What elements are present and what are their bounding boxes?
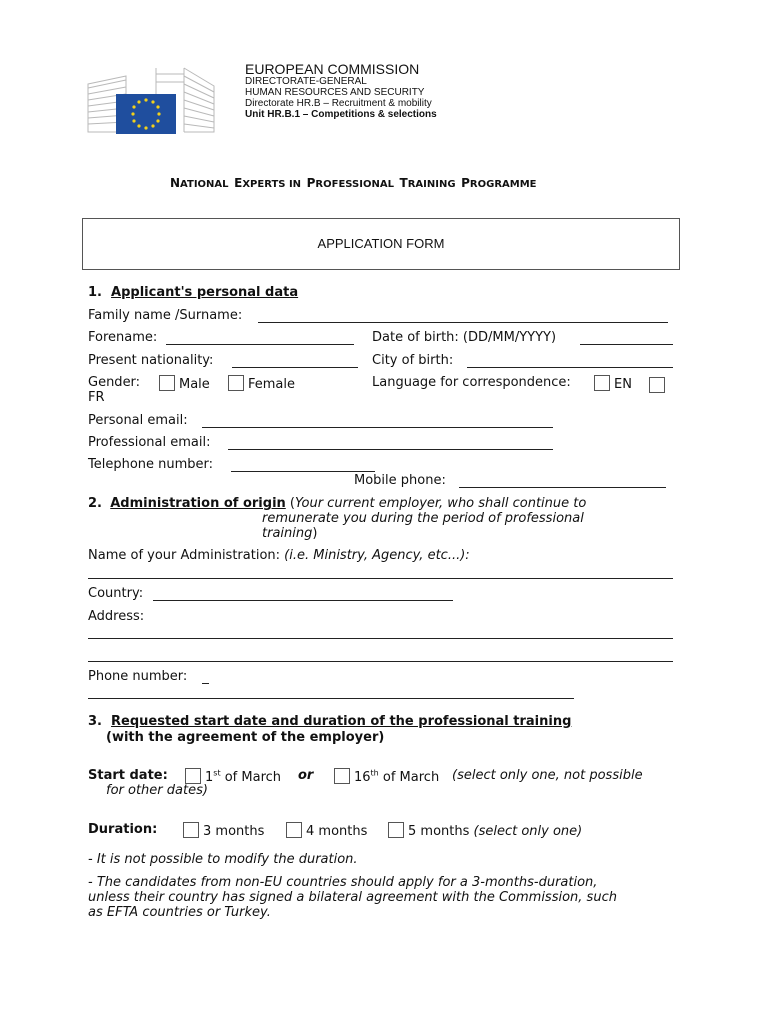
start-date-label: Start date: — [88, 768, 168, 783]
family-name-field[interactable] — [258, 322, 668, 323]
note-non-eu-line3: as EFTA countries or Turkey. — [88, 905, 271, 920]
telephone-field[interactable] — [231, 471, 375, 472]
country-field[interactable] — [153, 600, 453, 601]
personal-email-label: Personal email: — [88, 413, 188, 428]
duration-5-months-option[interactable]: 5 months (select only one) — [388, 822, 582, 839]
start-date-option-2[interactable]: 16th of March — [334, 768, 439, 785]
telephone-label: Telephone number: — [88, 457, 214, 472]
administration-name-field[interactable] — [88, 578, 673, 579]
section1-heading: 1. Applicant's personal data — [88, 285, 299, 300]
section2-heading: 2. Administration of origin (Your current employer, who shall continue to — [88, 496, 587, 511]
language-fr-label: FR — [88, 390, 105, 405]
phone-label: Phone number: — [88, 669, 188, 684]
duration-3-months-option[interactable]: 3 months — [183, 822, 264, 839]
language-en-option[interactable]: EN — [594, 375, 632, 392]
female-checkbox[interactable] — [228, 375, 244, 391]
nationality-field[interactable] — [232, 367, 358, 368]
org-name: EUROPEAN COMMISSION — [245, 61, 420, 77]
forename-label: Forename: — [88, 330, 158, 345]
personal-email-field[interactable] — [202, 427, 553, 428]
form-title: APPLICATION FORM — [317, 236, 445, 251]
programme-title: NATIONAL EXPERTS IN PROFESSIONAL TRAINING PROGRAMME — [170, 176, 537, 190]
duration-label: Duration: — [88, 822, 158, 837]
start-1st-march-checkbox[interactable] — [185, 768, 201, 784]
directorate-line: Directorate HR.B – Recruitment & mobility — [245, 98, 432, 109]
address-label: Address: — [88, 609, 145, 624]
duration-4-months-checkbox[interactable] — [286, 822, 302, 838]
dob-label: Date of birth: (DD/MM/YYYY) — [372, 330, 557, 345]
language-label: Language for correspondence: — [372, 375, 571, 390]
mobile-label: Mobile phone: — [354, 473, 446, 488]
address-field-line1[interactable] — [88, 638, 673, 639]
start-date-note-line1: (select only one, not possible — [452, 768, 643, 783]
ec-logo — [86, 66, 216, 134]
start-date-or: or — [298, 768, 314, 783]
duration-3-months-checkbox[interactable] — [183, 822, 199, 838]
dg-line: DIRECTORATE-GENERAL — [245, 76, 367, 87]
country-label: Country: — [88, 586, 144, 601]
note-non-eu-line2: unless their country has signed a bilateral agreement with the Commission, such — [88, 890, 617, 905]
mobile-field[interactable] — [459, 487, 666, 488]
note-duration: - It is not possible to modify the duration. — [88, 852, 358, 867]
gender-male-option[interactable]: Male — [159, 375, 210, 392]
section3-subtitle: (with the agreement of the employer) — [106, 730, 385, 745]
section2-note-line2: remunerate you during the period of professional — [262, 511, 584, 526]
nationality-label: Present nationality: — [88, 353, 214, 368]
dob-field[interactable] — [580, 344, 673, 345]
phone-field-short[interactable] — [202, 683, 209, 684]
hr-line: HUMAN RESOURCES AND SECURITY — [245, 87, 425, 98]
gender-female-option[interactable]: Female — [228, 375, 295, 392]
section3-heading: 3. Requested start date and duration of the professional training — [88, 714, 572, 729]
city-of-birth-field[interactable] — [467, 367, 673, 368]
administration-name-label: Name of your Administration: (i.e. Ministry, Agency, etc...): — [88, 548, 470, 563]
start-date-option-1[interactable]: 1st of March — [185, 768, 281, 785]
male-checkbox[interactable] — [159, 375, 175, 391]
duration-4-months-option[interactable]: 4 months — [286, 822, 367, 839]
forename-field[interactable] — [166, 344, 354, 345]
professional-email-field[interactable] — [228, 449, 553, 450]
professional-email-label: Professional email: — [88, 435, 211, 450]
gender-label: Gender: — [88, 375, 141, 390]
section2-note-line3: training) — [262, 526, 318, 541]
unit-line: Unit HR.B.1 – Competitions & selections — [245, 109, 437, 120]
start-16th-march-checkbox[interactable] — [334, 768, 350, 784]
start-date-note-line2: for other dates) — [106, 783, 208, 798]
duration-5-months-checkbox[interactable] — [388, 822, 404, 838]
note-non-eu-line1: - The candidates from non-EU countries should apply for a 3-months-duration, — [88, 875, 598, 890]
address-field-line2[interactable] — [88, 661, 673, 662]
fr-checkbox[interactable] — [649, 375, 669, 394]
city-of-birth-label: City of birth: — [372, 353, 454, 368]
en-checkbox[interactable] — [594, 375, 610, 391]
family-name-label: Family name /Surname: — [88, 308, 243, 323]
phone-field[interactable] — [88, 698, 574, 699]
